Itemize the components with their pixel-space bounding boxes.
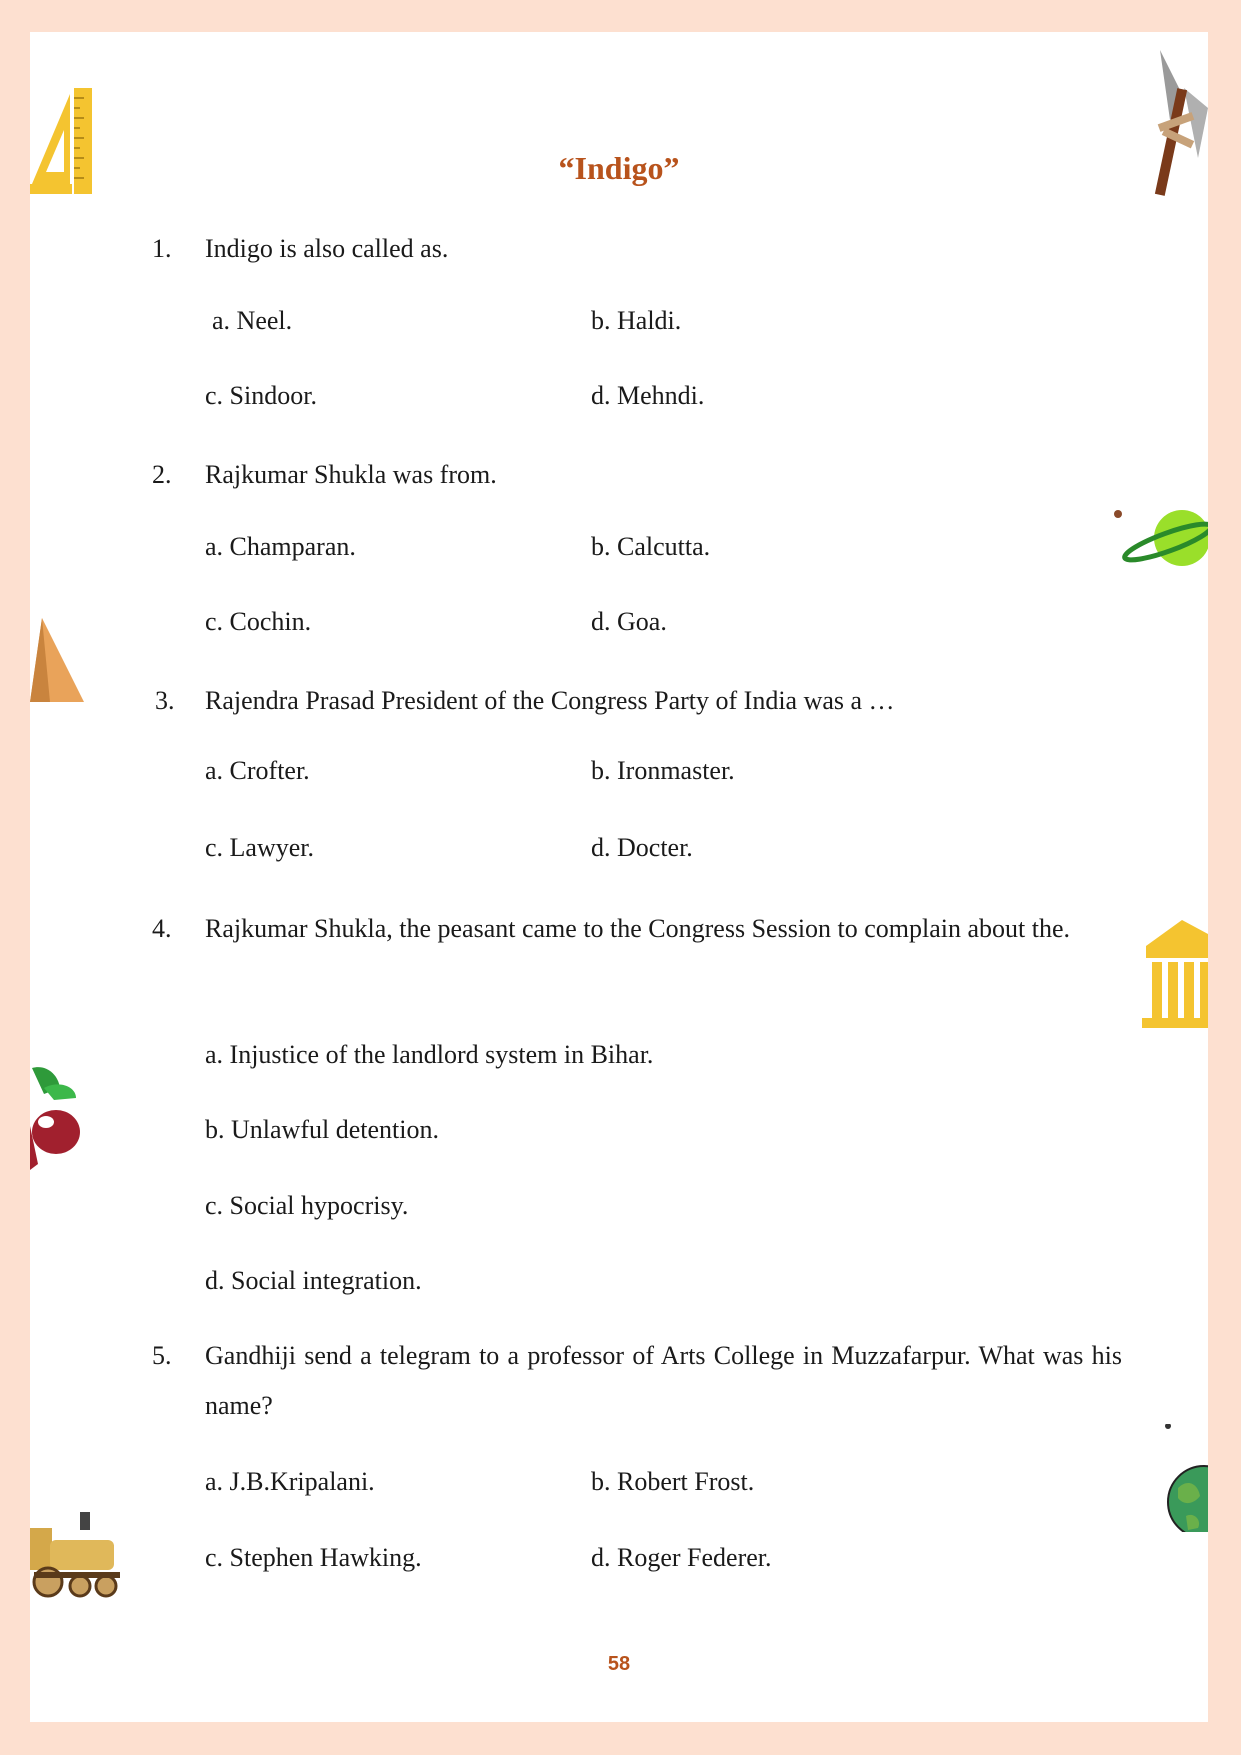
question-text: Rajendra Prasad President of the Congress Party of India was a … (205, 686, 895, 715)
saturn-planet-icon (1112, 504, 1208, 574)
option-4d: d. Social integration. (205, 1266, 422, 1295)
option-2d: d. Goa. (591, 607, 667, 636)
question-1 (152, 224, 1122, 274)
greek-temple-icon (1142, 916, 1208, 1030)
question-5 (152, 1331, 1122, 1431)
question-4 (152, 904, 1122, 954)
question-number: 2. (152, 460, 172, 489)
question-number: 3. (155, 686, 175, 715)
option-3b: b. Ironmaster. (591, 756, 735, 785)
option-5b: b. Robert Frost. (591, 1467, 755, 1496)
question-text: Indigo is also called as. (205, 234, 449, 263)
question-3 (152, 676, 1122, 726)
option-5c: c. Stephen Hawking. (205, 1543, 422, 1572)
option-4b: b. Unlawful detention. (205, 1115, 439, 1144)
pyramid-icon (30, 616, 86, 706)
option-2c: c. Cochin. (205, 607, 312, 636)
option-3d: d. Docter. (591, 833, 693, 862)
page-number: 58 (607, 1653, 631, 1675)
option-3c: c. Lawyer. (205, 833, 315, 862)
question-text: Rajkumar Shukla was from. (205, 460, 497, 489)
option-2a: a. Champaran. (205, 532, 356, 561)
question-number: 4. (152, 914, 172, 943)
worksheet-page (30, 32, 1208, 1722)
question-number: 5. (152, 1341, 172, 1370)
worksheet-title: “Indigo” (558, 150, 680, 186)
option-3a: a. Crofter. (205, 756, 310, 785)
steam-locomotive-icon (30, 1510, 126, 1602)
option-4a: a. Injustice of the landlord system in Bihar. (205, 1040, 654, 1069)
option-1a: a. Neel. (212, 306, 293, 335)
option-1d: d. Mehndi. (591, 381, 705, 410)
question-number: 1. (152, 234, 172, 263)
question-text: Gandhiji send a telegram to a professor of Arts College in Muzzafarpur. What was his name? (205, 1341, 1122, 1420)
option-2b: b. Calcutta. (591, 532, 711, 561)
option-5a: a. J.B.Kripalani. (205, 1467, 375, 1496)
question-2 (152, 450, 1122, 500)
beetroot-vegetable-icon (30, 1064, 86, 1172)
option-1b: b. Haldi. (591, 306, 682, 335)
option-5d: d. Roger Federer. (591, 1543, 772, 1572)
globe-icon (1164, 1424, 1208, 1532)
option-1c: c. Sindoor. (205, 381, 317, 410)
question-text: Rajkumar Shukla, the peasant came to the Congress Session to complain about the. (205, 914, 1071, 943)
option-4c: c. Social hypocrisy. (205, 1191, 409, 1220)
